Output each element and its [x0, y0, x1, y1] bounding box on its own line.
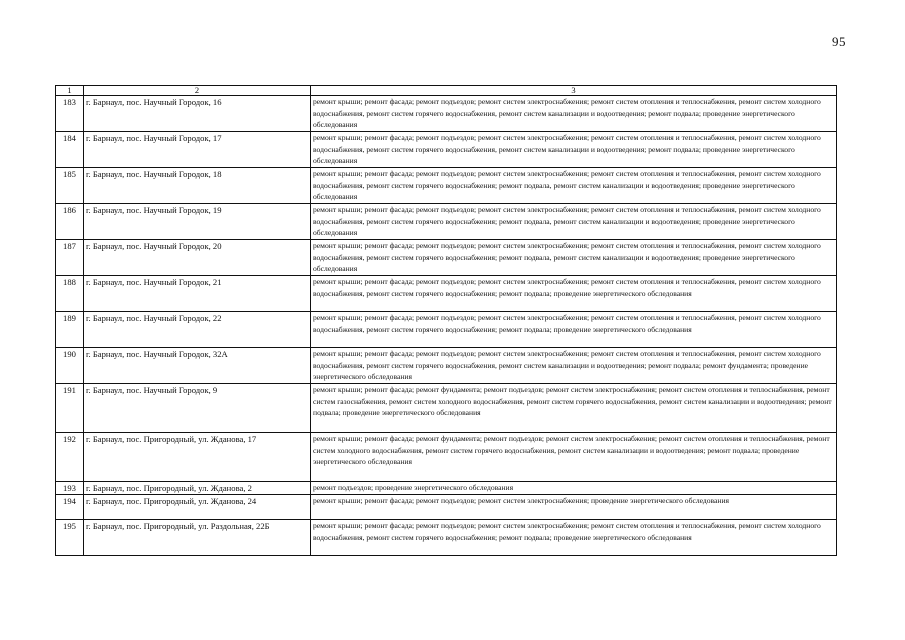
row-number: 188	[56, 276, 84, 312]
row-address: г. Барнаул, пос. Научный Городок, 20	[84, 240, 311, 276]
row-address: г. Барнаул, пос. Научный Городок, 16	[84, 96, 311, 132]
table-row	[56, 276, 837, 312]
table-header	[56, 86, 837, 96]
table-row	[56, 240, 837, 276]
column-header-2: 2	[84, 86, 311, 96]
header-row	[56, 86, 837, 96]
table-body	[56, 96, 837, 556]
row-works: ремонт крыши; ремонт фасада; ремонт подъездов; ремонт систем электроснабжения; ремонт систем отопления и теплоснабжения, ремонт систем холодного водоснабжения, ремонт систем горячего водоснабжения, ремонт систем канализации и водоотведения; ремонт подвала; ремонт фундамента; проведение энергетического обследования	[311, 348, 837, 384]
row-works: ремонт крыши; ремонт фасада; ремонт подъездов; ремонт систем электроснабжения; ремонт систем отопления и теплоснабжения, ремонт систем холодного водоснабжения, ремонт систем горячего водоснабжения, ремонт систем канализации и водоотведения; ремонт подвала; проведение энергетического обследования	[311, 132, 837, 168]
row-address: г. Барнаул, пос. Пригородный, ул. Жданова, 24	[84, 495, 311, 520]
column-header-3: 3	[311, 86, 837, 96]
row-address: г. Барнаул, пос. Пригородный, ул. Жданова, 17	[84, 433, 311, 482]
row-address: г. Барнаул, пос. Научный Городок, 18	[84, 168, 311, 204]
row-number: 183	[56, 96, 84, 132]
row-works: ремонт крыши; ремонт фасада; ремонт подъездов; ремонт систем электроснабжения; ремонт систем отопления и теплоснабжения, ремонт систем холодного водоснабжения, ремонт систем горячего водоснабжения; ремонт подвала, ремонт систем канализации и водоотведения; проведение энергетического обследования	[311, 168, 837, 204]
row-works: ремонт крыши; ремонт фасада; ремонт подъездов; ремонт систем электроснабжения; ремонт систем отопления и теплоснабжения, ремонт систем холодного водоснабжения, ремонт систем горячего водоснабжения, ремонт систем канализации и водоотведения; ремонт подвала; проведение энергетического обследования	[311, 96, 837, 132]
row-number: 192	[56, 433, 84, 482]
row-number: 185	[56, 168, 84, 204]
row-works: ремонт крыши; ремонт фасада; ремонт подъездов; ремонт систем электроснабжения; проведение энергетического обследования	[311, 495, 837, 520]
row-works: ремонт крыши; ремонт фасада; ремонт подъездов; ремонт систем электроснабжения; ремонт систем отопления и теплоснабжения, ремонт систем холодного водоснабжения, ремонт систем горячего водоснабжения; ремонт подвала, ремонт систем канализации и водоотведения; проведение энергетического обследования	[311, 240, 837, 276]
table-row	[56, 132, 837, 168]
row-address: г. Барнаул, пос. Научный Городок, 22	[84, 312, 311, 348]
table-row	[56, 312, 837, 348]
table-row	[56, 433, 837, 482]
row-address: г. Барнаул, пос. Научный Городок, 32А	[84, 348, 311, 384]
row-works: ремонт крыши; ремонт фасада; ремонт подъездов; ремонт систем электроснабжения; ремонт систем отопления и теплоснабжения, ремонт систем холодного водоснабжения, ремонт систем горячего водоснабжения; ремонт подвала; проведение энергетического обследования	[311, 312, 837, 348]
column-header-1: 1	[56, 86, 84, 96]
row-address: г. Барнаул, пос. Научный Городок, 21	[84, 276, 311, 312]
table-row	[56, 482, 837, 495]
row-number: 187	[56, 240, 84, 276]
row-number: 184	[56, 132, 84, 168]
table-row	[56, 384, 837, 433]
table-row	[56, 495, 837, 520]
row-works: ремонт крыши; ремонт фасада; ремонт фундамента; ремонт подъездов; ремонт систем электроснабжения; ремонт систем отопления и теплоснабжения, ремонт систем газоснабжения, ремонт систем холодного водоснабжения, ремонт систем горячего водоснабжения, ремонт систем канализации и водоотведения; ремонт подвала; проведение энергетического обследования	[311, 384, 837, 433]
table-row	[56, 96, 837, 132]
table-row	[56, 348, 837, 384]
page-number: 95	[832, 34, 846, 49]
row-works: ремонт крыши; ремонт фасада; ремонт подъездов; ремонт систем электроснабжения; ремонт систем отопления и теплоснабжения, ремонт систем холодного водоснабжения, ремонт систем горячего водоснабжения; ремонт подвала, ремонт систем канализации и водоотведения; проведение энергетического обследования	[311, 204, 837, 240]
row-number: 194	[56, 495, 84, 520]
row-address: г. Барнаул, пос. Пригородный, ул. Раздольная, 22Б	[84, 520, 311, 556]
row-number: 191	[56, 384, 84, 433]
row-number: 189	[56, 312, 84, 348]
table-row	[56, 204, 837, 240]
row-number: 195	[56, 520, 84, 556]
row-number: 193	[56, 482, 84, 495]
row-address: г. Барнаул, пос. Пригородный, ул. Жданова, 2	[84, 482, 311, 495]
row-address: г. Барнаул, пос. Научный Городок, 9	[84, 384, 311, 433]
row-address: г. Барнаул, пос. Научный Городок, 17	[84, 132, 311, 168]
table-row	[56, 168, 837, 204]
row-works: ремонт крыши; ремонт фасада; ремонт фундамента; ремонт подъездов; ремонт систем электроснабжения; ремонт систем отопления и теплоснабжения, ремонт систем холодного водоснабжения, ремонт систем горячего водоснабжения, ремонт систем канализации и водоотведения; ремонт подвала; проведение энергетического обследования	[311, 433, 837, 482]
row-works: ремонт подъездов; проведение энергетического обследования	[311, 482, 837, 495]
row-works: ремонт крыши; ремонт фасада; ремонт подъездов; ремонт систем электроснабжения; ремонт систем отопления и теплоснабжения, ремонт систем холодного водоснабжения, ремонт систем горячего водоснабжения; ремонт подвала; проведение энергетического обследования	[311, 276, 837, 312]
row-number: 186	[56, 204, 84, 240]
table-row	[56, 520, 837, 556]
buildings-repair-table	[55, 85, 837, 556]
row-number: 190	[56, 348, 84, 384]
row-works: ремонт крыши; ремонт фасада; ремонт подъездов; ремонт систем электроснабжения; ремонт систем отопления и теплоснабжения, ремонт систем холодного водоснабжения, ремонт систем горячего водоснабжения; ремонт подвала; проведение энергетического обследования	[311, 520, 837, 556]
row-address: г. Барнаул, пос. Научный Городок, 19	[84, 204, 311, 240]
